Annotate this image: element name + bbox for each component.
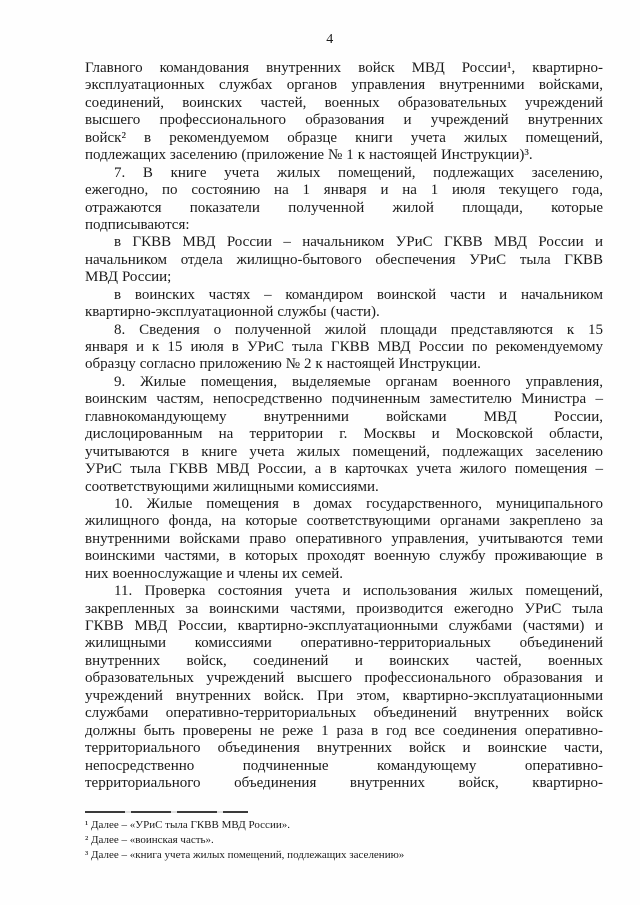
text-line: воинским частям, непосредственно подчиненным заместителю Министра – — [85, 391, 603, 408]
text-line: непосредственно подчиненные командующему оперативно- — [85, 757, 603, 774]
footnote: ² Далее – «воинская часть». — [85, 834, 214, 846]
footnote: ¹ Далее – «УРиС тыла ГКВВ МВД России». — [85, 819, 290, 831]
paragraph — [85, 374, 603, 496]
text-line: подлежащих заселению (приложение № 1 к настоящей Инструкции)³. — [85, 147, 533, 164]
text-line: 10. Жилые помещения в домах государственного, муниципального — [114, 495, 603, 512]
text-line: дислоцированным на территории г. Москвы и Московской области, — [85, 426, 603, 443]
text-line: высшего профессионального образования и учреждений внутренних — [85, 112, 603, 129]
text-line: территориального объединения внутренних войск и воинские части, — [85, 740, 603, 757]
paragraph — [85, 165, 603, 235]
text-line: образовательных учреждений высшего профессионального образования и — [85, 670, 603, 687]
text-line: учреждений внутренних войск. При этом, квартирно-эксплуатационными — [85, 687, 603, 704]
text-line: отражаются показатели полученной жилой площади, которые — [85, 199, 603, 216]
paragraph — [85, 60, 603, 165]
text-line: квартирно-эксплуатационной службы (части). — [85, 304, 380, 321]
text-line: эксплуатационных службах органов управления внутренними войсками, — [85, 77, 603, 94]
text-line: 8. Сведения о полученной жилой площади представляются к 15 — [114, 321, 603, 338]
text-line: жилищного фонда, на которые соответствующими органами закреплено за — [85, 513, 603, 530]
text-line: 7. В книге учета жилых помещений, подлежащих заселению, — [114, 164, 603, 181]
text-line: УРиС тыла ГКВВ МВД России, а в карточках учета жилого помещения – — [85, 461, 603, 478]
text-line: жилищными комиссиями оперативно-территориальных объединений — [85, 635, 603, 652]
text-line: соединений, воинских частей, военных образовательных учреждений — [85, 94, 603, 111]
text-line: 11. Проверка состояния учета и использования жилых помещений, — [114, 583, 603, 600]
text-line: 9. Жилые помещения, выделяемые органам военного управления, — [114, 373, 603, 390]
paragraph — [85, 496, 603, 583]
text-line: внутренними войсками право оперативного управления, учитываются теми — [85, 530, 603, 547]
footnote: ³ Далее – «книга учета жилых помещений, подлежащих заселению» — [85, 849, 405, 861]
text-line: ГКВВ МВД России, квартирно-эксплуатационными службами (частями) и — [85, 618, 603, 634]
paragraph — [85, 287, 603, 322]
text-line: образцу согласно приложению № 2 к настоящей Инструкции. — [85, 356, 481, 373]
text-line: должны быть проверены не реже 1 раза в год все соединения оперативно- — [85, 722, 603, 739]
text-line: службами оперативно-территориальных объединений внутренних войск — [85, 705, 603, 722]
paragraph — [85, 583, 603, 792]
text-line: в ГКВВ МВД России – начальником УРиС ГКВВ МВД России и — [114, 234, 603, 251]
text-line: МВД России; — [85, 269, 172, 286]
paragraph — [85, 234, 603, 286]
footnotes-list — [85, 818, 603, 863]
text-line: начальником отдела жилищно-бытового обеспечения УРиС тыла ГКВВ — [85, 251, 603, 268]
footnote-separator — [85, 811, 248, 813]
text-line: внутренних войск, соединений и воинских частей, военных — [85, 652, 603, 669]
text-line: учитываются в книге учета жилых помещений, подлежащих заселению — [85, 443, 603, 460]
body-text — [85, 60, 603, 792]
page-number: 4 — [326, 32, 334, 47]
text-line: соответствующими жилищными комиссиями. — [85, 478, 379, 495]
text-line: главнокомандующему внутренними войсками МВД России, — [85, 408, 603, 425]
text-line: в воинских частях – командиром воинской части и начальником — [114, 286, 603, 303]
paragraph — [85, 322, 603, 374]
text-line: подписываются: — [85, 216, 190, 233]
text-line: территориального объединения внутренних войск, квартирно- — [85, 774, 603, 791]
text-line: Главного командования внутренних войск МВД России¹, квартирно- — [85, 60, 603, 76]
text-line: войск² в рекомендуемом образце книги учета жилых помещений, — [85, 129, 603, 146]
text-line: воинскими частями, в которых проходят военную службу проживающие в — [85, 548, 603, 565]
text-line: ежегодно, по состоянию на 1 января и на 1 июля текущего года, — [85, 182, 603, 199]
text-line: закрепленных за воинскими частями, производится ежегодно УРиС тыла — [85, 600, 603, 617]
text-line: января и к 15 июля в УРиС тыла ГКВВ МВД России по рекомендуемому — [85, 339, 603, 355]
text-line: них военнослужащие и члены их семей. — [85, 565, 344, 582]
